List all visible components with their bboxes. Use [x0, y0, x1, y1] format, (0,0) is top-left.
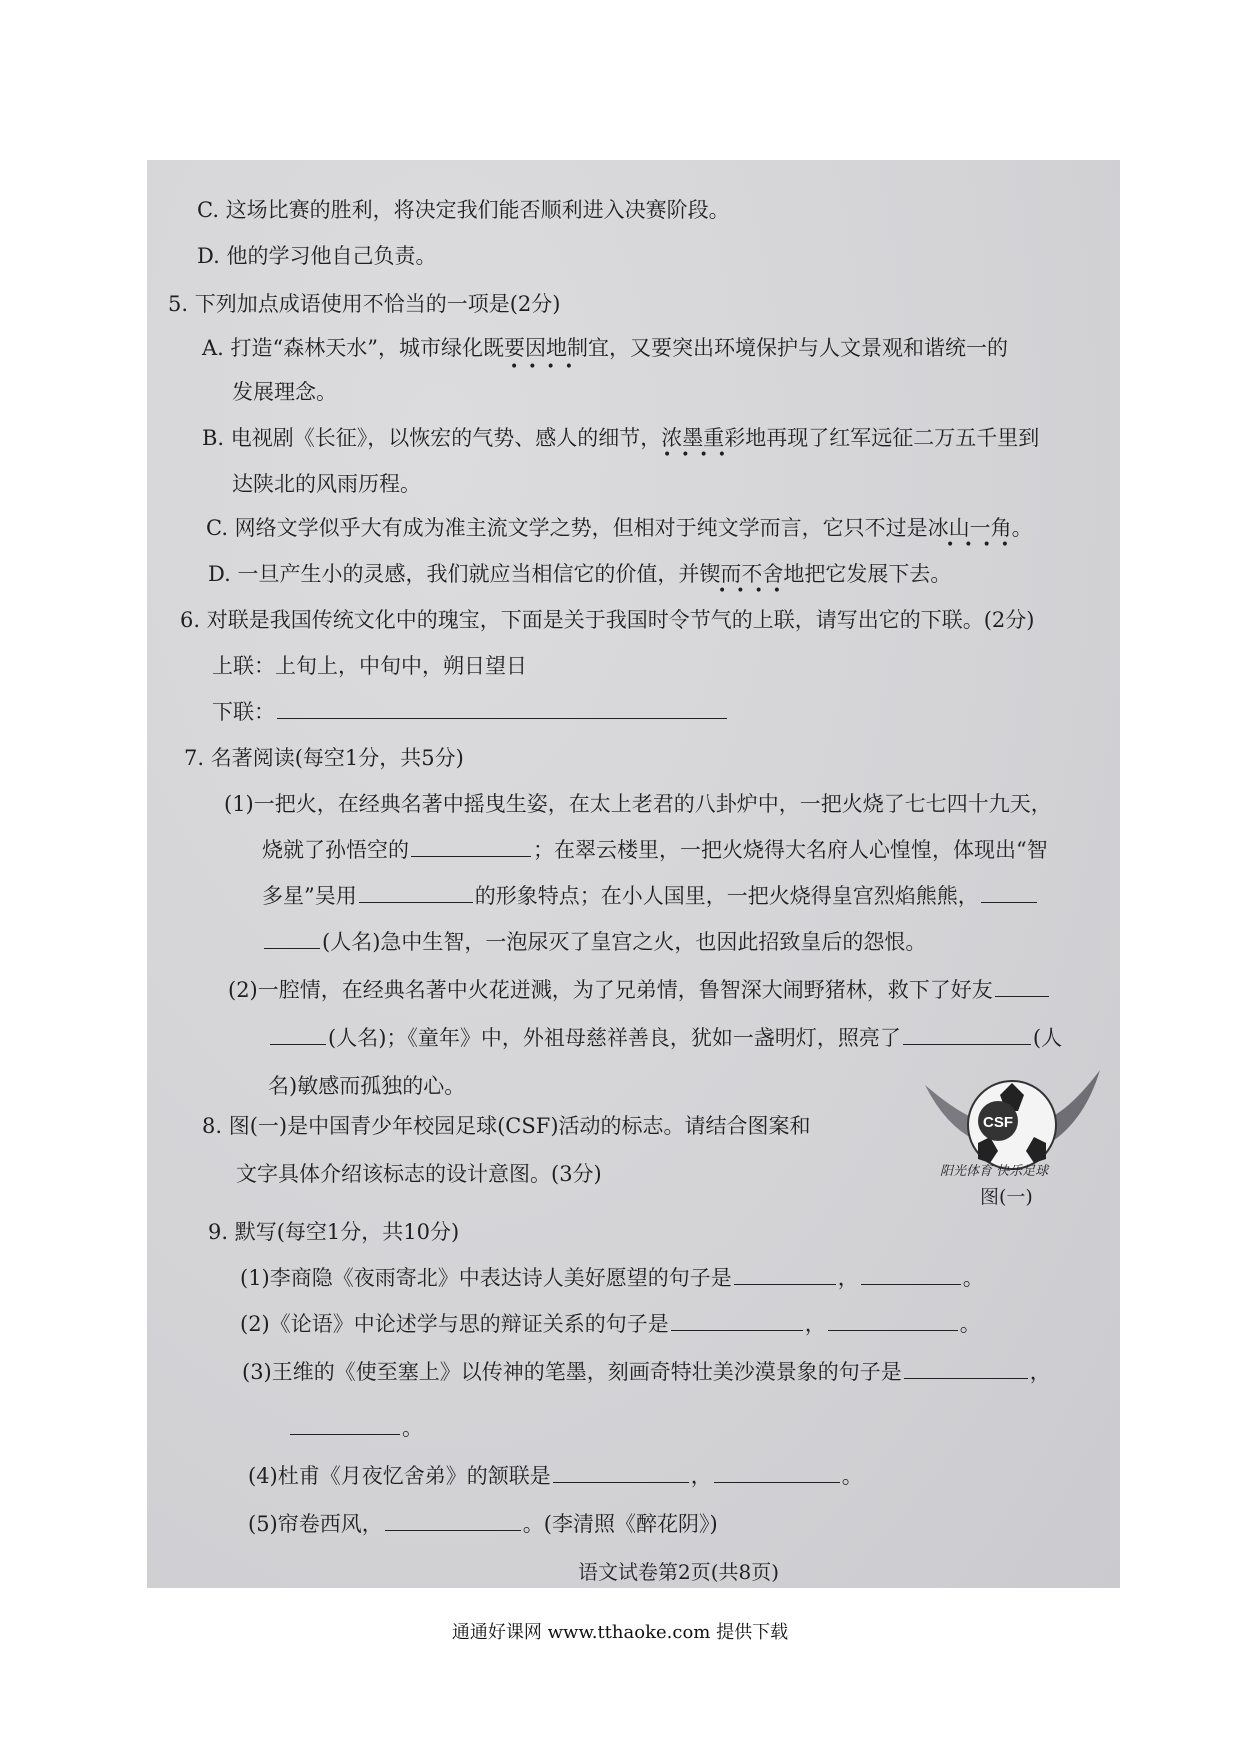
answer-blank[interactable] — [277, 698, 727, 719]
q9-item1 — [240, 1264, 984, 1292]
answer-blank[interactable] — [734, 1264, 836, 1285]
page-number: 语文试卷第2页(共8页) — [578, 1560, 780, 1584]
text-fragment: ， — [690, 1464, 712, 1488]
answer-blank[interactable] — [270, 1024, 326, 1045]
emphasis-dots: •••• — [510, 359, 584, 375]
q7-part1-line2 — [262, 836, 1048, 864]
q4-option-d: D. 他的学习他自己负责。 — [197, 244, 437, 268]
answer-blank[interactable] — [995, 976, 1049, 997]
answer-blank[interactable] — [411, 836, 531, 857]
text-fragment: (5)帘卷西风， — [248, 1512, 383, 1536]
emphasis-dots: •••• — [718, 583, 792, 599]
text-fragment: ， — [1029, 1360, 1051, 1384]
q9-item4 — [248, 1462, 863, 1490]
text-fragment: 。 — [962, 1266, 984, 1290]
emphasis-dots: •••• — [663, 447, 737, 463]
answer-blank[interactable] — [903, 1024, 1031, 1045]
q7-part1-line1: (1)一把火，在经典名著中摇曳生姿，在太上老君的八卦炉中，一把火烧了七七四十九天， — [224, 792, 1052, 816]
text-fragment: (2)一腔情，在经典名著中火花迸溅，为了兄弟情，鲁智深大闹野猪林，救下了好友 — [228, 978, 993, 1002]
text-fragment: 的形象特点；在小人国里，一把火烧得皇宫烈焰熊熊， — [474, 884, 979, 908]
q7-part1-line3 — [262, 882, 1039, 910]
q5-option-a-line2: 发展理念。 — [232, 380, 337, 404]
q5-stem: 5. 下列加点成语使用不恰当的一项是(2分) — [168, 292, 561, 316]
text-fragment: 。 — [402, 1416, 423, 1440]
text-fragment: ；在翠云楼里，一把火烧得大名府人心惶惶，体现出“智 — [533, 838, 1048, 862]
q7-part2-line1 — [228, 976, 1051, 1004]
download-source-text: 通通好课网 www.tthaoke.com 提供下载 — [451, 1622, 789, 1643]
text-fragment: 。 — [959, 1312, 981, 1336]
q9-stem: 9. 默写(每空1分，共10分) — [208, 1220, 460, 1244]
answer-blank[interactable] — [828, 1310, 958, 1331]
text-fragment: (人名)急中生智，一泡尿灭了皇宫之火，也因此招致皇后的怨恨。 — [322, 930, 927, 954]
answer-blank[interactable] — [553, 1462, 689, 1483]
answer-blank[interactable] — [671, 1310, 803, 1331]
q5-option-a-line1: A. 打造“森林天水”，城市绿化既要因地制宜，又要突出环境保护与人文景观和谐统一的 — [202, 336, 1008, 360]
q6-upper-couplet: 上联：上旬上，中旬中，朔日望日 — [212, 654, 527, 678]
figure-label: 图(一) — [980, 1186, 1033, 1208]
q4-option-c: C. 这场比赛的胜利，将决定我们能否顺利进入决赛阶段。 — [197, 198, 730, 222]
text-fragment: 烧就了孙悟空的 — [262, 838, 409, 862]
q9-item5 — [248, 1510, 718, 1538]
q7-part1-line4 — [262, 928, 926, 956]
logo-caption: 阳光体育 快乐足球 — [940, 1164, 1049, 1179]
q7-stem: 7. 名著阅读(每空1分，共5分) — [184, 746, 464, 770]
q9-item3 — [242, 1358, 1051, 1386]
q6-lower-couplet — [212, 698, 729, 726]
q5-option-b-line2: 达陕北的风雨历程。 — [232, 472, 421, 496]
answer-blank[interactable] — [904, 1358, 1028, 1379]
q5-option-d: D. 一旦产生小的灵感，我们就应当相信它的价值，并锲而不舍地把它发展下去。 — [208, 562, 952, 586]
q7-part2-line3: 名)敏感而孤独的心。 — [268, 1074, 466, 1098]
q8-line1: 8. 图(一)是中国青少年校园足球(CSF)活动的标志。请结合图案和 — [202, 1114, 811, 1138]
text-fragment: (人名)；《童年》中，外祖母慈祥善良，犹如一盏明灯，照亮了 — [328, 1026, 901, 1050]
q7-part2-line2 — [268, 1024, 1062, 1052]
q5-option-c: C. 网络文学似乎大有成为准主流文学之势，但相对于纯文学而言，它只不过是冰山一角。 — [206, 516, 1033, 540]
text-fragment: (2)《论语》中论述学与思的辩证关系的句子是 — [240, 1312, 669, 1336]
answer-blank[interactable] — [981, 882, 1037, 903]
emphasis-dots: •••• — [946, 537, 1020, 553]
q8-line2: 文字具体介绍该标志的设计意图。(3分) — [236, 1162, 602, 1186]
text-fragment: 。(李清照《醉花阴》) — [522, 1512, 718, 1536]
answer-blank[interactable] — [290, 1414, 400, 1435]
answer-blank[interactable] — [385, 1510, 521, 1531]
answer-blank[interactable] — [359, 882, 473, 903]
q9-item2 — [240, 1310, 981, 1338]
text-fragment: 多星”吴用 — [262, 884, 357, 908]
text-fragment: (3)王维的《使至塞上》以传神的笔墨，刻画奇特壮美沙漠景象的句子是 — [242, 1360, 902, 1384]
text-fragment: (4)杜甫《月夜忆舍弟》的颔联是 — [248, 1464, 551, 1488]
text-fragment: ， — [837, 1266, 859, 1290]
answer-blank[interactable] — [264, 928, 320, 949]
q6-stem: 6. 对联是我国传统文化中的瑰宝，下面是关于我国时令节气的上联，请写出它的下联。(2分) — [180, 608, 1035, 632]
q6-lower-label: 下联： — [212, 700, 275, 724]
logo-text: CSF — [983, 1114, 1013, 1131]
text-fragment: (1)李商隐《夜雨寄北》中表达诗人美好愿望的句子是 — [240, 1266, 732, 1290]
q5-option-b-line1: B. 电视剧《长征》，以恢宏的气势、感人的细节，浓墨重彩地再现了红军远征二万五千里到 — [202, 426, 1040, 450]
text-fragment: (人 — [1032, 1026, 1063, 1050]
text-fragment: 。 — [841, 1464, 863, 1488]
answer-blank[interactable] — [861, 1264, 961, 1285]
q9-item3-cont — [288, 1414, 423, 1442]
answer-blank[interactable] — [714, 1462, 840, 1483]
text-fragment: ， — [804, 1312, 826, 1336]
